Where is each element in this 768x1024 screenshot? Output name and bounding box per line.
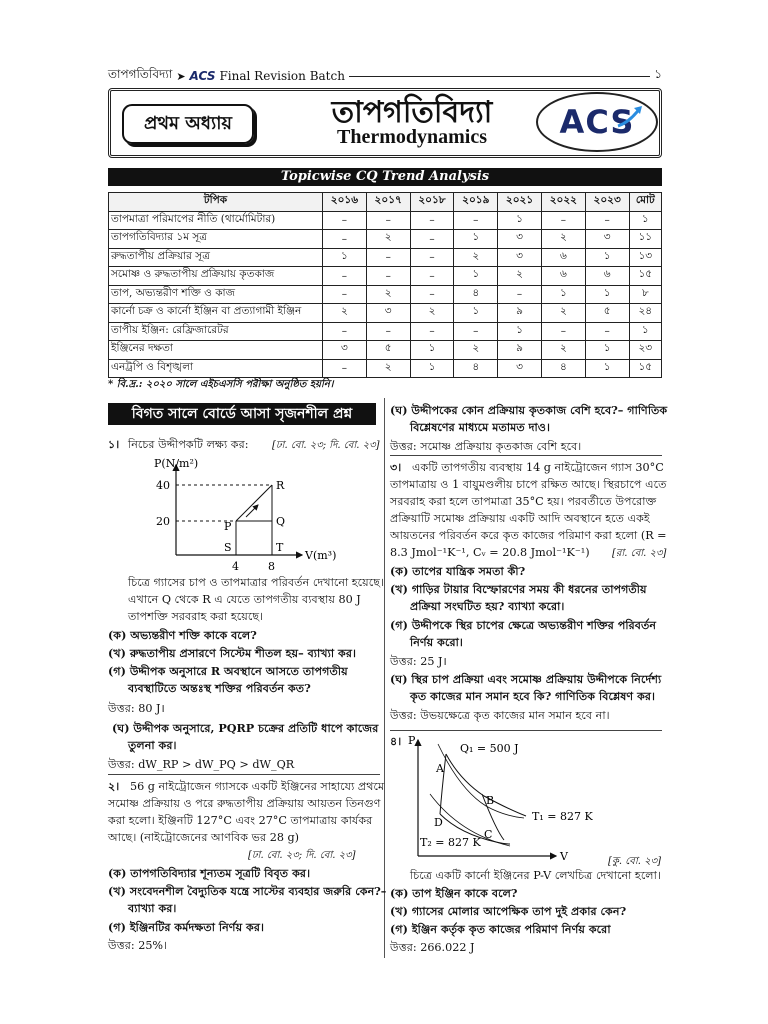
trend-value-cell: ৩ <box>323 341 367 360</box>
trend-value-cell: ১ <box>629 322 661 341</box>
q2-number: ২। <box>108 779 120 793</box>
trend-table <box>108 192 662 378</box>
trend-value-cell: ২৪ <box>629 304 661 323</box>
trend-value-cell: ১ <box>585 248 629 267</box>
q3-text: সরবরাহ করা হলে তাপমাত্রা 35°C হয়। পরবর্তীতে উপরোক্ত <box>390 495 657 508</box>
chapter-title-english: Thermodynamics <box>337 126 487 148</box>
q1-part-d-right: (ঘ) উদ্দীপকের কোন প্রক্রিয়ায় কৃতকাজ বেশি হবে?– গাণিতিক <box>390 403 668 417</box>
trend-value-cell: – <box>585 211 629 230</box>
q4-point: B <box>486 794 495 807</box>
chapter-title-bangla: তাপগতিবিদ্যা <box>331 95 493 130</box>
trend-header-year: ২০১৭ <box>366 193 410 212</box>
q3-part-b: (খ) গাড়ির টায়ার বিস্ফোরণের সময় কী ধরনের তাপগতীয় <box>390 582 647 596</box>
trend-value-cell: ৬ <box>585 267 629 286</box>
column-divider <box>384 398 385 958</box>
trend-header-year: ২০২২ <box>541 193 585 212</box>
q3-text: 8.3 Jmol⁻¹K⁻¹, Cᵥ = 20.8 Jmol⁻¹K⁻¹) <box>390 546 590 559</box>
separator <box>390 455 662 456</box>
q1-arrow <box>246 505 258 517</box>
table-row <box>109 359 662 378</box>
trend-topic-cell: তাপীয় ইঞ্জিন: রেফ্রিজারেটর <box>109 322 323 341</box>
q4-answer-c: উত্তর: 266.022 J <box>390 941 475 954</box>
trend-header-year: ২০১৯ <box>454 193 498 212</box>
q4-part-a: (ক) তাপ ইঞ্জিন কাকে বলে? <box>390 886 518 900</box>
trend-value-cell: – <box>454 211 498 230</box>
trend-value-cell: – <box>366 322 410 341</box>
trend-value-cell: – <box>410 211 454 230</box>
q3-answer-d: উত্তর: উভয়ক্ষেত্রে কৃত কাজের মান সমান হবে না। <box>390 709 610 722</box>
q2-text: করা হলো। ইঞ্জিনটি 127°C এবং 27°C তাপমাত্রায় কার্যকর <box>108 814 373 827</box>
trend-value-cell: – <box>366 248 410 267</box>
table-row <box>109 322 662 341</box>
trend-topic-cell: তাপ, অভ্যন্তরীণ শক্তি ও কাজ <box>109 285 323 304</box>
q1-x-tick: 8 <box>268 560 275 573</box>
q1-part-d-right: বিশ্লেষণের মাধ্যমে মতামত দাও। <box>410 420 550 434</box>
table-row <box>109 267 662 286</box>
q1-number: ১। <box>108 437 120 451</box>
trend-value-cell: – <box>323 230 367 249</box>
trend-value-cell: ১ <box>498 211 542 230</box>
q1-part-a: (ক) অভ্যন্তরীণ শক্তি কাকে বলে? <box>108 628 257 642</box>
header-rule <box>349 76 650 77</box>
q3-part-d: কৃত কাজের মান সমান হবে কি? গাণিতিক বিশ্লেষণ কর। <box>410 689 656 703</box>
q3-part-d: (ঘ) স্থির চাপ প্রক্রিয়া এবং সমোষ্ণ প্রক্রিয়ায় উদ্দীপকে নির্দেশ্য <box>390 672 662 686</box>
trend-value-cell: ৮ <box>629 285 661 304</box>
trend-value-cell: ৩ <box>585 230 629 249</box>
trend-value-cell: ৩ <box>498 248 542 267</box>
q3-text: তাপমাত্রায় ও 1 বায়ুমণ্ডলীয় চাপে রক্ষিত আছে। স্থিরচাপে এতে <box>390 478 667 491</box>
trend-value-cell: – <box>323 285 367 304</box>
q4-ref: [কু. বো. ২৩] <box>608 856 662 867</box>
q1-desc: এখানে Q থেকে R এ যেতে তাপগতীয় ব্যবস্থায় 80 J <box>128 593 361 606</box>
trend-value-cell: ৬ <box>541 267 585 286</box>
q1-point: T <box>276 541 284 554</box>
q2-ref: [ঢা. বো. ২৩; দি. বো. ২৩] <box>248 850 356 861</box>
trend-topic-cell: তাপগতিবিদ্যার ১ম সূত্র <box>109 230 323 249</box>
q1-y-tick: 40 <box>156 479 170 492</box>
trend-value-cell: ১ <box>454 304 498 323</box>
q1-y-tick: 20 <box>156 515 170 528</box>
q4-isotherm-t1 <box>438 744 524 818</box>
trend-value-cell: ৬ <box>541 248 585 267</box>
table-row <box>109 230 662 249</box>
q1-y-label: P(N/m²) <box>154 457 199 470</box>
trend-value-cell: ২৩ <box>629 341 661 360</box>
q4-point: C <box>484 828 493 841</box>
trend-value-cell: ২ <box>366 359 410 378</box>
running-header <box>108 66 662 86</box>
trend-value-cell: ২ <box>410 304 454 323</box>
q2-part-b: ব্যাখ্যা কর। <box>128 901 177 915</box>
q1-ref: [ঢা. বো. ২৩; দি. বো. ২৩] <box>272 440 380 451</box>
q3-answer-c: উত্তর: 25 J। <box>390 655 447 668</box>
trend-value-cell: ৩ <box>498 359 542 378</box>
header-batch: Final Revision Batch <box>219 69 345 83</box>
q1-point: R <box>276 479 285 492</box>
q1-answer-d-right: উত্তর: সমোষ্ণ প্রক্রিয়ায় কৃতকাজ বেশি হবে। <box>390 440 582 453</box>
q1-x-tick: 4 <box>232 560 239 573</box>
trend-value-cell: – <box>541 322 585 341</box>
trend-value-cell: ১ <box>585 341 629 360</box>
trend-value-cell: ৯ <box>498 341 542 360</box>
q1-point: Q <box>276 515 286 528</box>
trend-title: Topicwise CQ Trend Analysis <box>108 168 662 186</box>
q4-carnot-graph <box>400 734 640 864</box>
trend-value-cell: – <box>585 322 629 341</box>
q3-ref: [রা. বো. ২৩] <box>612 548 667 559</box>
q2-part-a: (ক) তাপগতিবিদ্যার শূন্যতম সূত্রটি বিবৃত কর। <box>108 866 311 880</box>
trend-value-cell: – <box>323 211 367 230</box>
q3-text: আয়তনের পরিবর্তন করে কৃত কাজের পরিমাণ করা হলো (R = <box>390 529 667 542</box>
q1-line-rp <box>236 485 272 521</box>
q2-text: সমোষ্ণ প্রক্রিয়ায় ও পরে রুদ্ধতাপীয় প্রক্রিয়ায় আয়তন তিনগুণ <box>108 797 381 810</box>
q4-t1-label: T₁ = 827 K <box>532 810 593 823</box>
q3-number: ৩। <box>390 460 402 474</box>
trend-topic-cell: ইঞ্জিনের দক্ষতা <box>109 341 323 360</box>
trend-header-year: ২০২১ <box>498 193 542 212</box>
q2-text: 56 g নাইট্রোজেন গ্যাসকে একটি ইঞ্জিনের সাহায্যে প্রথমে <box>130 780 385 793</box>
chapter-label: প্রথম অধ্যায় <box>122 104 254 144</box>
trend-value-cell: ১ <box>323 248 367 267</box>
q4-caption: চিত্রে একটি কার্নো ইঞ্জিনের P-V লেখচিত্র দেখানো হলো। <box>410 869 661 882</box>
table-row <box>109 304 662 323</box>
trend-value-cell: ৯ <box>498 304 542 323</box>
trend-value-cell: ২ <box>541 341 585 360</box>
q1-desc: তাপশক্তি সরবরাহ করা হয়েছে। <box>128 610 264 623</box>
trend-value-cell: – <box>410 322 454 341</box>
trend-value-cell: ১৩ <box>629 248 661 267</box>
trend-value-cell: ১ <box>454 230 498 249</box>
trend-value-cell: ১ <box>498 322 542 341</box>
trend-value-cell: ১ <box>541 285 585 304</box>
trend-value-cell: ৪ <box>454 359 498 378</box>
trend-value-cell: ২ <box>323 304 367 323</box>
trend-value-cell: ১ <box>410 359 454 378</box>
trend-value-cell: ১১ <box>629 230 661 249</box>
trend-value-cell: – <box>410 230 454 249</box>
trend-note: * বি.দ্র.: ২০২০ সালে এইচএসসি পরীক্ষা অনুষ্ঠিত হয়নি। <box>108 379 334 390</box>
trend-topic-cell: সমোষ্ণ ও রুদ্ধতাপীয় প্রক্রিয়ায় কৃতকাজ <box>109 267 323 286</box>
q3-part-a: (ক) তাপের যান্ত্রিক সমতা কী? <box>390 564 526 578</box>
trend-value-cell: ২ <box>454 248 498 267</box>
trend-value-cell: ৩ <box>498 230 542 249</box>
q1-part-c: ব্যবস্থাটিতে অন্তঃস্থ শক্তির পরিবর্তন কত? <box>128 681 311 695</box>
trend-header-topic: টপিক <box>109 193 323 212</box>
trend-value-cell: ২ <box>366 230 410 249</box>
trend-value-cell: ১৫ <box>629 267 661 286</box>
acs-logo-text: ACS <box>559 103 635 141</box>
trend-value-cell: – <box>454 322 498 341</box>
table-row <box>109 341 662 360</box>
trend-value-cell: ২ <box>498 267 542 286</box>
page-number: ১ <box>654 67 662 81</box>
trend-value-cell: ২ <box>366 285 410 304</box>
q2-text: আছে। (নাইট্রোজেনের আণবিক ভর 28 g) <box>108 831 300 844</box>
q1-part-c: (গ) উদ্দীপক অনুসারে R অবস্থানে আসতে তাপগতীয় <box>108 664 348 678</box>
trend-value-cell: – <box>498 285 542 304</box>
trend-value-cell: ১ <box>585 285 629 304</box>
q3-part-b: প্রক্রিয়া সংঘটিত হয়? ব্যাখ্যা করো। <box>410 599 565 613</box>
q2-part-b: (খ) সংবেদনশীল বৈদ্যুতিক যন্ত্রে সাস্টের ব্যবহার জরুরি কেন?– <box>108 884 387 898</box>
logo-arrow-icon <box>616 104 646 130</box>
q4-y-label: P <box>408 734 416 747</box>
trend-value-cell: ১ <box>629 211 661 230</box>
q4-point: D <box>434 816 443 829</box>
trend-header-year: ২০২৩ <box>585 193 629 212</box>
section-title: বিগত সালে বোর্ডে আসা সৃজনশীল প্রশ্ন <box>108 403 376 425</box>
trend-value-cell: ২ <box>454 341 498 360</box>
trend-value-cell: ২ <box>541 230 585 249</box>
trend-value-cell: – <box>410 267 454 286</box>
table-row <box>109 248 662 267</box>
trend-value-cell: – <box>323 322 367 341</box>
trend-value-cell: – <box>366 211 410 230</box>
trend-value-cell: – <box>410 285 454 304</box>
q4-q1-label: Q₁ = 500 J <box>460 742 519 755</box>
trend-topic-cell: তাপমাত্রা পরিমাপের নীতি (থার্মোমিটার) <box>109 211 323 230</box>
trend-value-cell: ২ <box>541 304 585 323</box>
trend-topic-cell: রুদ্ধতাপীয় প্রক্রিয়ার সূত্র <box>109 248 323 267</box>
trend-value-cell: – <box>410 248 454 267</box>
q4-number: ৪। <box>390 734 402 748</box>
table-row <box>109 285 662 304</box>
separator <box>390 730 662 731</box>
trend-value-cell: ১ <box>454 267 498 286</box>
q3-part-c: (গ) উদ্দীপকে স্থির চাপের ক্ষেত্রে অভ্যন্তরীণ শক্তির পরিবর্তন <box>390 618 657 632</box>
trend-value-cell: ৪ <box>541 359 585 378</box>
q1-part-b: (খ) রুদ্ধতাপীয় প্রসারণে সিস্টেম শীতল হয়– ব্যাখ্যা কর। <box>108 646 357 660</box>
q1-answer-c: উত্তর: 80 J। <box>108 702 165 715</box>
q1-desc: চিত্রে গ্যাসের চাপ ও তাপমাত্রার পরিবর্তন দেখানো হয়েছে। <box>128 576 385 589</box>
q3-text: প্রক্রিয়াটি সমোষ্ণ প্রক্রিয়ায় একটি আদি অবস্থানে হতে একই <box>390 512 650 525</box>
q1-part-d: তুলনা কর। <box>128 738 177 752</box>
q2-part-c: (গ) ইঞ্জিনটির কর্মদক্ষতা নির্ণয় কর। <box>108 920 265 934</box>
q1-x-label: V(m³) <box>305 549 337 562</box>
q4-part-b: (খ) গ্যাসের মোলার আপেক্ষিক তাপ দুই প্রকার কেন? <box>390 904 627 918</box>
trend-value-cell: ১৫ <box>629 359 661 378</box>
q1-point: S <box>224 541 232 554</box>
trend-header-year: ২০১৮ <box>410 193 454 212</box>
table-row <box>109 211 662 230</box>
trend-value-cell: ১ <box>585 359 629 378</box>
trend-value-cell: ৪ <box>454 285 498 304</box>
q4-part-c: (গ) ইঞ্জিন কর্তৃক কৃত কাজের পরিমাণ নির্ণয় করো <box>390 922 611 936</box>
q1-point: P <box>224 520 232 533</box>
trend-value-cell: ৩ <box>366 304 410 323</box>
header-subject: তাপগতিবিদ্যা <box>108 67 173 81</box>
q1-stem: নিচের উদ্দীপকটি লক্ষ্য কর: <box>128 438 249 451</box>
q4-x-label: V <box>560 850 568 863</box>
q2-answer-c: উত্তর: 25%। <box>108 939 168 952</box>
trend-topic-cell: এনট্রপি ও বিশৃঙ্খলা <box>109 359 323 378</box>
arrow-icon: ➤ <box>176 69 186 83</box>
trend-value-cell: – <box>541 211 585 230</box>
q3-part-c: নির্ণয় করো। <box>410 635 463 649</box>
trend-value-cell: ৫ <box>366 341 410 360</box>
trend-value-cell: ১ <box>410 341 454 360</box>
trend-value-cell: – <box>366 267 410 286</box>
q4-t2-label: T₂ = 827 K <box>420 836 481 849</box>
trend-topic-cell: কার্নো চক্র ও কার্নো ইঞ্জিন বা প্রত্যাগামী ইঞ্জিন <box>109 304 323 323</box>
trend-value-cell: ৫ <box>585 304 629 323</box>
q1-pv-graph <box>140 455 340 575</box>
trend-value-cell: – <box>323 359 367 378</box>
q3-text: একটি তাপগতীয় ব্যবস্থায় 14 g নাইট্রোজেন গ্যাস 30°C <box>412 461 664 474</box>
acs-mini-logo: ACS <box>189 69 216 83</box>
separator <box>108 774 380 775</box>
trend-value-cell: – <box>323 267 367 286</box>
trend-header-year: মোট <box>629 193 661 212</box>
q1-part-d: (ঘ) উদ্দীপক অনুসারে, PQRP চক্রের প্রতিটি ধাপে কাজের <box>112 721 379 735</box>
q1-answer-d: উত্তর: dW_RP > dW_PQ > dW_QR <box>108 758 295 771</box>
q4-point: A <box>436 762 444 775</box>
trend-header-year: ২০১৬ <box>323 193 367 212</box>
acs-logo <box>536 92 658 152</box>
